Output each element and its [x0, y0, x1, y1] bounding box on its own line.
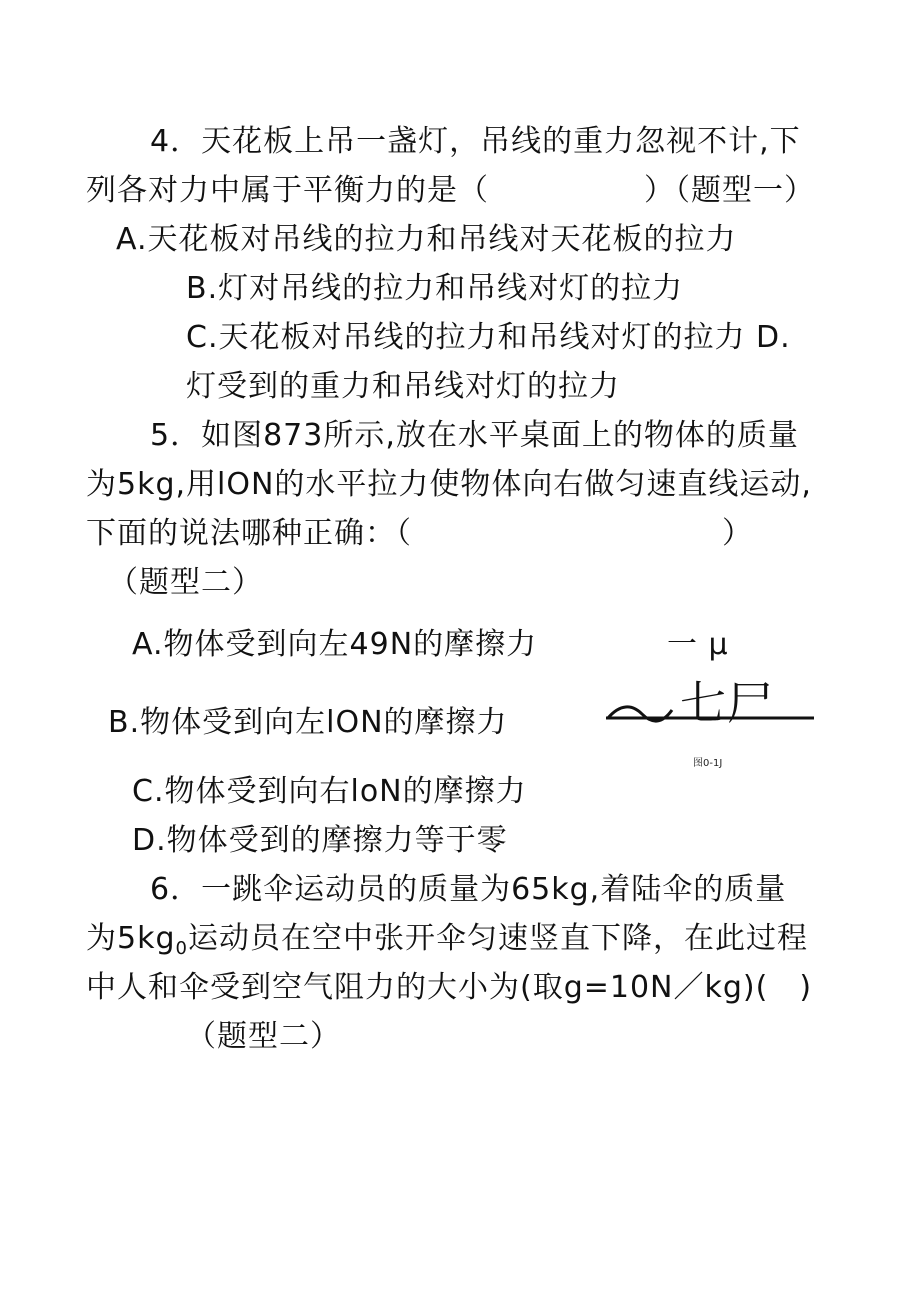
q5-option-a: A.物体受到向左49N的摩擦力: [132, 627, 538, 662]
q6-line-4: （题型二）: [186, 1019, 341, 1054]
q5-line-2: 为5kg,用lON的水平拉力使物体向右做匀速直线运动,: [86, 467, 812, 502]
q6-line-1: 6．一跳伞运动员的质量为65kg,着陆伞的质量: [150, 872, 787, 907]
q5-option-c: C.物体受到向右loN的摩擦力: [132, 774, 527, 809]
q4-option-c: C.天花板对吊线的拉力和吊线对灯的拉力 D.: [186, 320, 791, 355]
q5-line-4: （题型二）: [108, 565, 263, 600]
q6-subscript: 0: [175, 938, 188, 959]
q5-line-3: 下面的说法哪种正确：（ ）: [86, 516, 753, 551]
q4-line-1: 4．天花板上吊一盏灯，吊线的重力忽视不计,下: [150, 124, 801, 159]
q4-option-b: B.灯对吊线的拉力和吊线对灯的拉力: [186, 271, 684, 306]
q4-option-a: A.天花板对吊线的拉力和吊线对天花板的拉力: [116, 222, 737, 257]
q4-line-2: 列各对力中属于平衡力的是（ ）（题型一）: [86, 173, 815, 208]
figure-mu-label: 一 μ: [667, 627, 729, 662]
q6-line-2-rest: 运动员在空中张开伞匀速竖直下降，在此过程: [187, 921, 808, 956]
q5-option-d: D.物体受到的摩擦力等于零: [132, 823, 508, 858]
q6-line-2: [86, 921, 808, 967]
q6-line-3: 中人和伞受到空气阻力的大小为(取g=10N／kg)( ): [86, 970, 813, 1005]
q4-option-d: 灯受到的重力和吊线对灯的拉力: [186, 369, 620, 404]
figure-caption: 图0-1J: [693, 758, 723, 769]
figure-body-glyphs: 七尸: [680, 676, 774, 730]
q6-line-2-start: 为5kg: [86, 921, 176, 956]
q5-line-1: 5．如图873所示,放在水平桌面上的物体的质量: [150, 418, 799, 453]
q5-option-b: B.物体受到向左lON的摩擦力: [108, 705, 508, 740]
